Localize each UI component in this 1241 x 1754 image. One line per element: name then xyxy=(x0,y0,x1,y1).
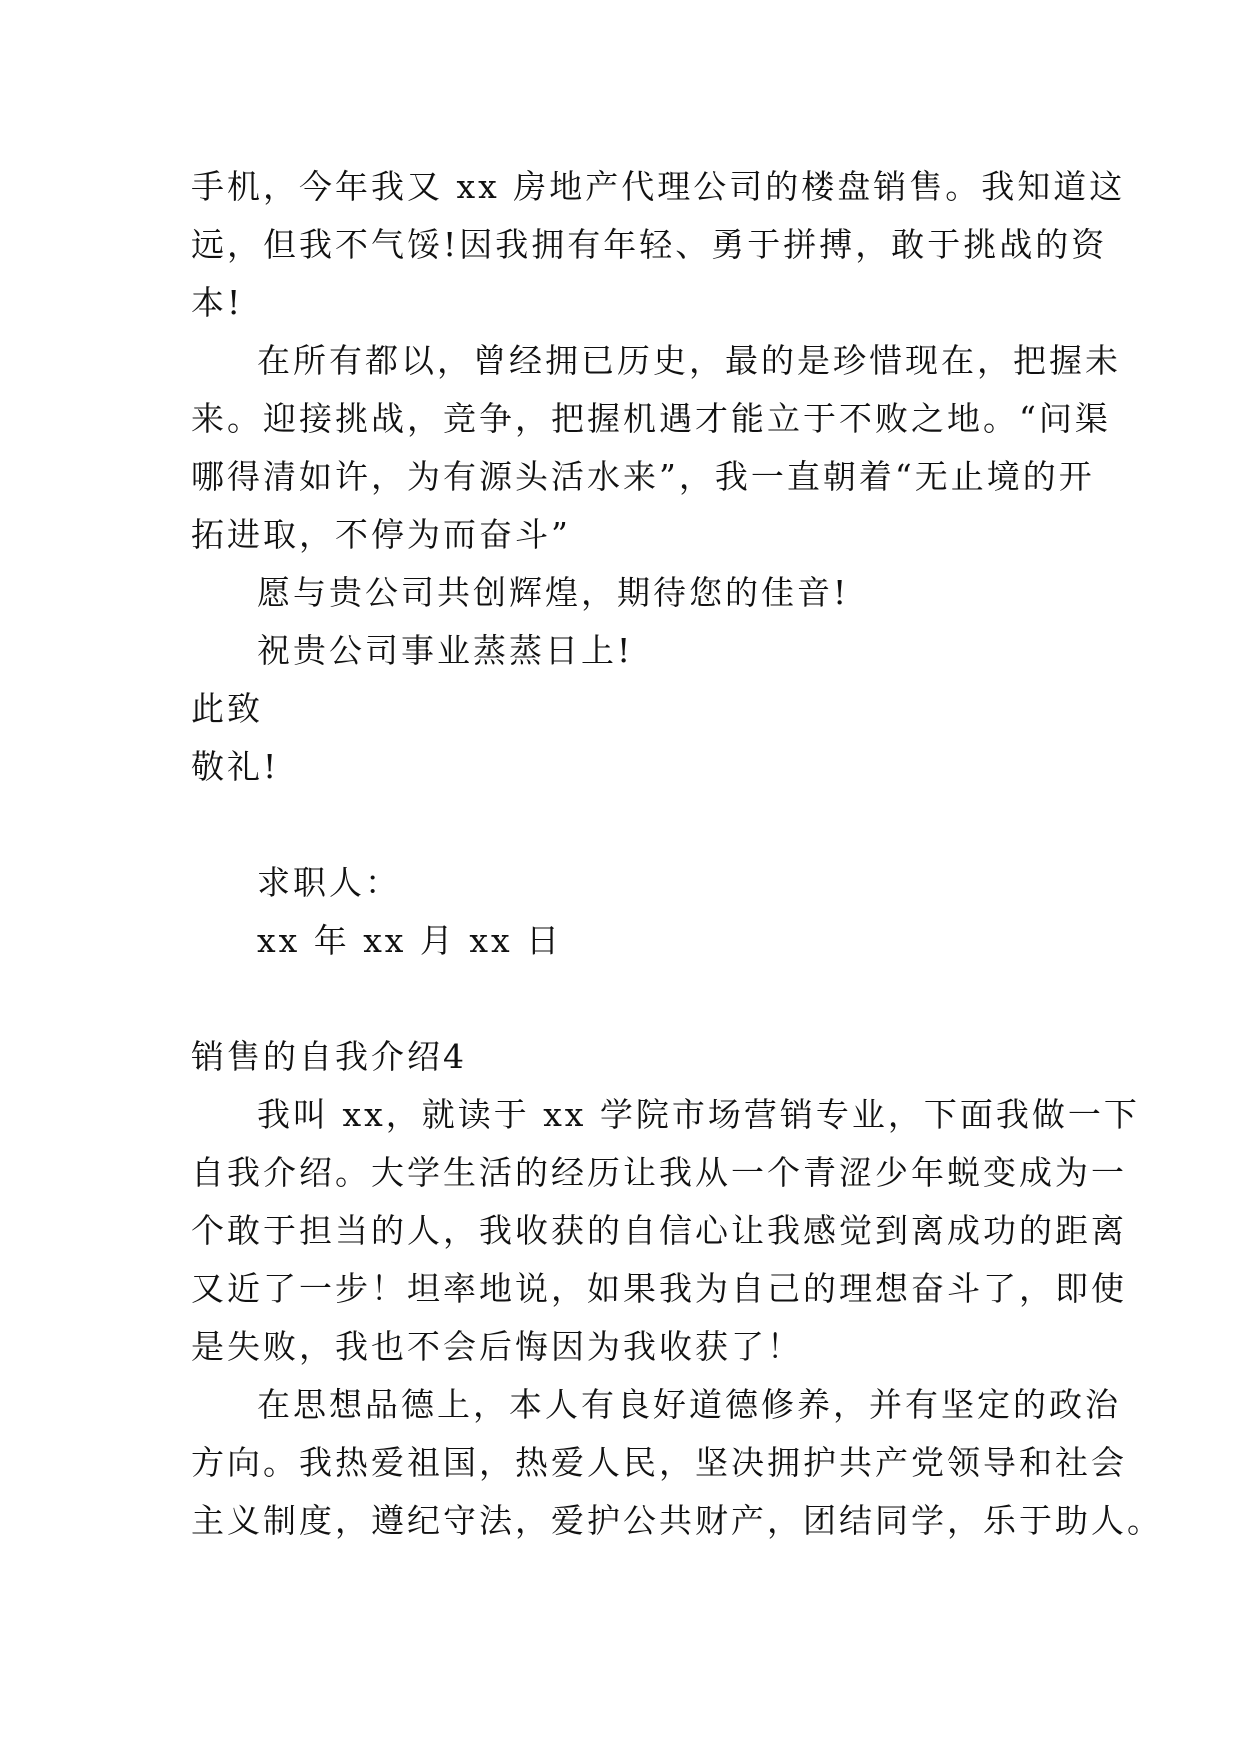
section-heading: 销售的自我介绍4 xyxy=(191,1037,467,1076)
body-line: 来。迎接挑战，竞争，把握机遇才能立于不败之地。“问渠 xyxy=(191,399,1111,438)
body-line: 主义制度，遵纪守法，爱护公共财产，团结同学，乐于助人。 xyxy=(191,1501,1163,1540)
blank-line xyxy=(191,970,1051,1028)
body-line: 个敢于担当的人，我收获的自信心让我感觉到离成功的距离 xyxy=(191,1211,1127,1250)
body-line: 远，但我不气馁!因我拥有年轻、勇于拼搏，敢于挑战的资 xyxy=(191,225,1108,264)
body-line: 拓进取，不停为而奋斗” xyxy=(191,515,571,554)
closing-line: 此致 xyxy=(191,689,263,728)
blank-line xyxy=(191,796,1051,854)
document-body xyxy=(191,158,1163,1550)
body-line: 我叫 xx，就读于 xx 学院市场营销专业，下面我做一下 xyxy=(257,1095,1140,1134)
body-line: 本! xyxy=(191,283,244,322)
body-line: 在所有都以，曾经拥已历史，最的是珍惜现在，把握未 xyxy=(257,341,1121,380)
body-line: 祝贵公司事业蒸蒸日上! xyxy=(257,631,634,670)
body-line: 又近了一步！坦率地说，如果我为自己的理想奋斗了，即使 xyxy=(191,1269,1127,1308)
closing-line: 敬礼! xyxy=(191,747,280,786)
body-line: 愿与贵公司共创辉煌，期待您的佳音! xyxy=(257,573,850,612)
body-line: 哪得清如许，为有源头活水来”，我一直朝着“无止境的开 xyxy=(191,457,1095,496)
signature-line: 求职人： xyxy=(257,863,401,902)
body-line: 在思想品德上，本人有良好道德修养，并有坚定的政治 xyxy=(257,1385,1121,1424)
body-line: 手机，今年我又 xx 房地产代理公司的楼盘销售。我知道这 xyxy=(191,167,1126,206)
body-line: 方向。我热爱祖国，热爱人民，坚决拥护共产党领导和社会 xyxy=(191,1443,1127,1482)
date-line: xx 年 xx 月 xx 日 xyxy=(257,921,563,960)
body-line: 是失败，我也不会后悔因为我收获了！ xyxy=(191,1327,803,1366)
body-line: 自我介绍。大学生活的经历让我从一个青涩少年蜕变成为一 xyxy=(191,1153,1127,1192)
